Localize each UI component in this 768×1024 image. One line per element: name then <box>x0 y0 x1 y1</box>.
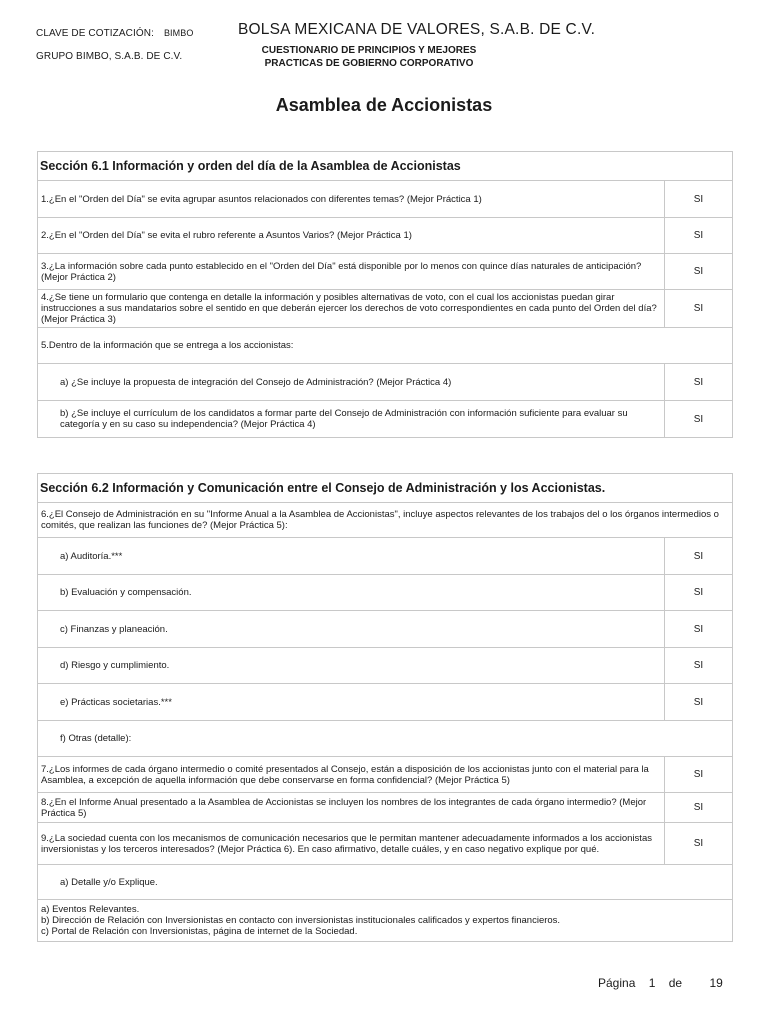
organization-title: BOLSA MEXICANA DE VALORES, S.A.B. DE C.V. <box>238 21 596 38</box>
question-text: 9.¿La sociedad cuenta con los mecanismos de comunicación necesarios que le permitan mantener adecuadamente informados a los accionistas inversionistas y los terceros interesados? (Mejor Práctica 6). En caso afirmativo, detalle cuáles, y en caso negativo explique por qué. <box>41 832 652 855</box>
question-row <box>38 328 732 364</box>
question-row <box>38 364 732 401</box>
section-title: Sección 6.2 Información y Comunicación entre el Consejo de Administración y los Accionistas. <box>38 474 732 503</box>
clave-label: CLAVE DE COTIZACIÓN: <box>36 28 154 39</box>
clave-value: BIMBO <box>163 28 194 38</box>
page-label: Página <box>598 976 636 990</box>
question-text: b) ¿Se incluye el currículum de los candidatos a formar parte del Consejo de Administración con información suficiente para evaluar su categoría y en su caso su independencia? (Mejor Práctica 4) <box>60 408 628 430</box>
question-text: 4.¿Se tiene un formulario que contenga en detalle la información y posibles alternativas de voto, con el cual los accionistas puedan girar instrucciones a sus mandatarios sobre el sentido en que deberán ejercer los derechos de voto correspondientes en cada punto del Orden del día? (Mejor Práctica 3) <box>41 292 657 325</box>
of-label: de <box>668 976 683 990</box>
question-text: 3.¿La información sobre cada punto establecido en el "Orden del Día" está disponible por lo menos con quince días naturales de anticipación? (Mejor Práctica 2) <box>41 260 642 283</box>
answer-cell: SI <box>664 611 732 647</box>
section-6-1 <box>37 151 733 438</box>
answer-notes <box>38 900 732 941</box>
question-text: c) Finanzas y planeación. <box>60 623 168 635</box>
page-number: 1 <box>648 976 656 990</box>
answer-cell: SI <box>664 684 732 720</box>
question-text: f) Otras (detalle): <box>60 733 132 744</box>
question-row <box>38 684 732 721</box>
question-text: 6.¿El Consejo de Administración en su "Informe Anual a la Asamblea de Accionistas", incluye aspectos relevantes de los trabajos del o los órganos intermedios o comités, que realizan las funciones de? (Mejor Práctica 5): <box>41 509 719 531</box>
answer-cell: SI <box>664 218 732 253</box>
question-row <box>38 611 732 648</box>
total-pages: 19 <box>709 976 723 990</box>
answer-cell: SI <box>664 757 732 792</box>
note-line: c) Portal de Relación con Inversionistas, página de internet de la Sociedad. <box>41 926 358 937</box>
section-6-2 <box>37 473 733 942</box>
subtitle-line-2: PRACTICAS DE GOBIERNO CORPORATIVO <box>264 58 474 69</box>
question-text: a) ¿Se incluye la propuesta de integración del Consejo de Administración? (Mejor Práctica 4) <box>60 376 452 388</box>
question-row <box>38 503 732 538</box>
page-footer <box>598 976 723 990</box>
answer-cell: SI <box>664 793 732 822</box>
question-row <box>38 757 732 793</box>
company-name: GRUPO BIMBO, S.A.B. DE C.V. <box>36 51 183 62</box>
question-row <box>38 290 732 328</box>
question-row <box>38 823 732 865</box>
question-row <box>38 575 732 611</box>
answer-cell: SI <box>664 254 732 289</box>
answer-cell: SI <box>664 364 732 400</box>
questionnaire-subtitle <box>254 44 484 70</box>
subtitle-line-1: CUESTIONARIO DE PRINCIPIOS Y MEJORES <box>261 45 477 56</box>
question-text: e) Prácticas societarias.*** <box>60 696 172 708</box>
answer-cell: SI <box>664 575 732 610</box>
question-text: 5.Dentro de la información que se entrega a los accionistas: <box>41 340 294 351</box>
question-row <box>38 793 732 823</box>
question-row <box>38 538 732 575</box>
note-line: b) Dirección de Relación con Inversionistas en contacto con inversionistas institucionales calificados y expertos financieros. <box>41 915 561 926</box>
answer-cell: SI <box>664 181 732 217</box>
question-row <box>38 648 732 684</box>
question-row <box>38 865 732 900</box>
question-text: 1.¿En el "Orden del Día" se evita agrupar asuntos relacionados con diferentes temas? (Mejor Práctica 1) <box>41 193 482 205</box>
question-text: d) Riesgo y cumplimiento. <box>60 660 170 671</box>
question-text: b) Evaluación y compensación. <box>60 587 192 598</box>
note-line: a) Eventos Relevantes. <box>41 904 140 915</box>
question-text: 8.¿En el Informe Anual presentado a la Asamblea de Accionistas se incluyen los nombres de los integrantes de cada órgano intermedio? (Mejor Práctica 5) <box>41 796 647 819</box>
question-row <box>38 218 732 254</box>
question-row <box>38 721 732 757</box>
question-text: 7.¿Los informes de cada órgano intermedio o comité presentados al Consejo, están a disposición de los accionistas junto con el material para la Asamblea, a excepción de aquella información que debe conservarse en forma confidencial? (Mejor Práctica 5) <box>41 763 649 786</box>
answer-cell: SI <box>664 648 732 683</box>
question-text: 2.¿En el "Orden del Día" se evita el rubro referente a Asuntos Varios? (Mejor Práctica 1) <box>41 230 412 241</box>
clave-cotizacion <box>36 28 193 39</box>
answer-cell: SI <box>664 290 732 327</box>
section-title: Sección 6.1 Información y orden del día de la Asamblea de Accionistas <box>38 152 732 181</box>
answer-cell: SI <box>664 823 732 864</box>
question-row <box>38 181 732 218</box>
question-text: a) Auditoría.*** <box>60 550 123 562</box>
question-row <box>38 254 732 290</box>
answer-cell: SI <box>664 538 732 574</box>
question-row <box>38 401 732 437</box>
question-text: a) Detalle y/o Explique. <box>60 876 158 888</box>
page-title: Asamblea de Accionistas <box>275 95 493 115</box>
answer-cell: SI <box>664 401 732 437</box>
